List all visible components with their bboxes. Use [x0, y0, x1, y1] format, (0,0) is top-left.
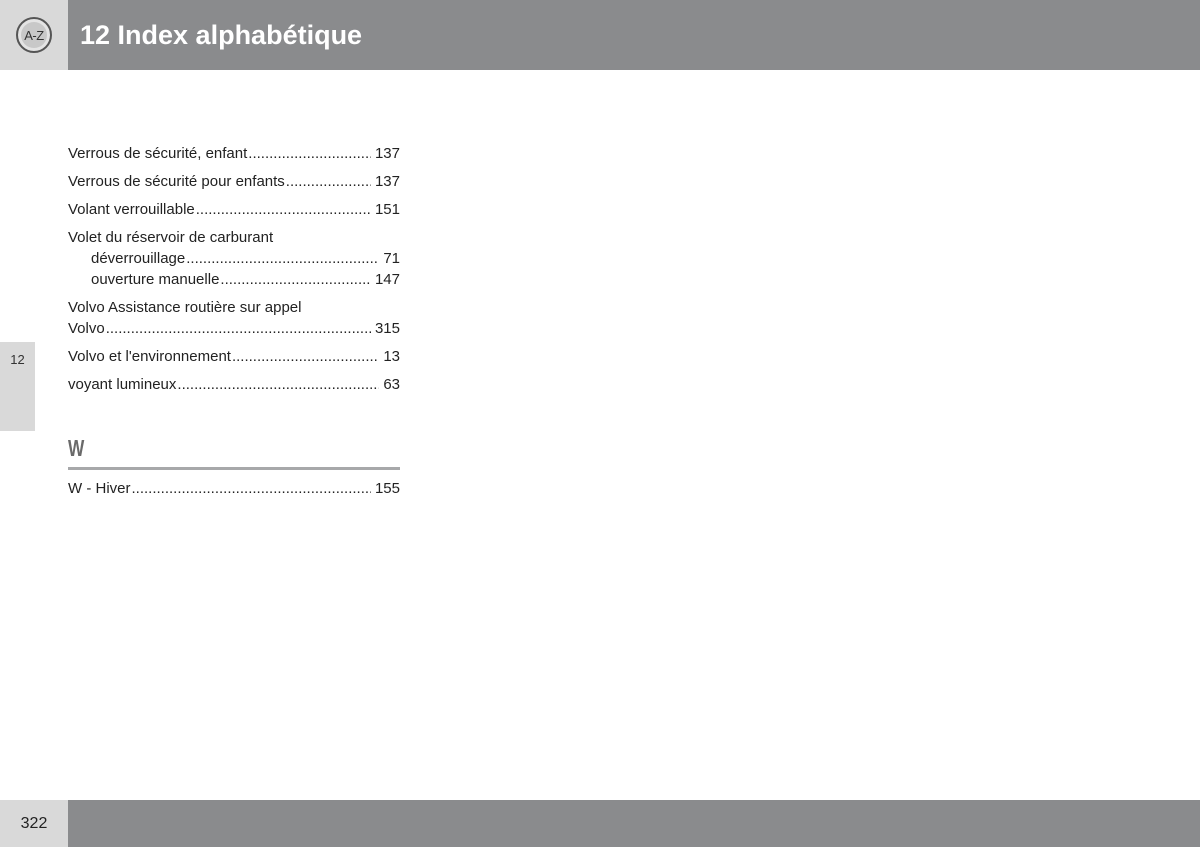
page-number: 322	[0, 800, 68, 847]
index-subentry	[68, 269, 400, 290]
a-z-icon: A-Z	[16, 17, 52, 53]
footer-bar	[68, 800, 1200, 847]
dot-leader	[106, 318, 371, 339]
entry-label: Verrous de sécurité, enfant	[68, 145, 248, 162]
entry-page: 137	[374, 145, 400, 162]
section-letter: W	[68, 435, 85, 461]
header-bar	[68, 0, 1200, 70]
dot-leader	[232, 346, 379, 367]
entry-page: 315	[374, 320, 400, 337]
header-icon-box	[0, 0, 68, 70]
entry-label: Volant verrouillable	[68, 201, 195, 218]
entry-label: ouverture manuelle	[91, 271, 220, 288]
entry-label: voyant lumineux	[68, 376, 177, 393]
entry-page: 155	[374, 480, 400, 497]
dot-leader	[248, 143, 371, 164]
section-divider	[68, 467, 400, 470]
entry-page: 137	[374, 173, 400, 190]
index-column	[68, 143, 400, 506]
entry-label: déverrouillage	[91, 250, 186, 267]
dot-leader	[286, 171, 371, 192]
dot-leader	[177, 374, 379, 395]
chapter-tab: 12	[0, 342, 35, 431]
index-entry	[68, 478, 400, 499]
entry-page: 71	[383, 250, 400, 267]
index-entry-heading	[68, 227, 400, 248]
index-entry	[68, 199, 400, 220]
index-entry	[68, 374, 400, 395]
index-entry	[68, 346, 400, 367]
entry-label: Volet du réservoir de carburant	[68, 229, 274, 246]
entry-label: Volvo Assistance routière sur appel	[68, 299, 302, 316]
entry-page: 63	[383, 376, 400, 393]
entry-label: W - Hiver	[68, 480, 131, 497]
entry-page: 151	[374, 201, 400, 218]
index-entry	[68, 143, 400, 164]
page-title: 12 Index alphabétique	[80, 19, 363, 50]
index-entry	[68, 171, 400, 192]
index-entry-heading	[68, 297, 400, 318]
entry-page: 13	[383, 348, 400, 365]
dot-leader	[186, 248, 379, 269]
index-subentry	[68, 248, 400, 269]
entry-label: Verrous de sécurité pour enfants	[68, 173, 285, 190]
entry-label: Volvo et l'environnement	[68, 348, 231, 365]
index-entry	[68, 318, 400, 339]
dot-leader	[196, 199, 371, 220]
dot-leader	[132, 478, 371, 499]
entry-page: 147	[374, 271, 400, 288]
entry-label: Volvo	[68, 320, 105, 337]
dot-leader	[220, 269, 371, 290]
